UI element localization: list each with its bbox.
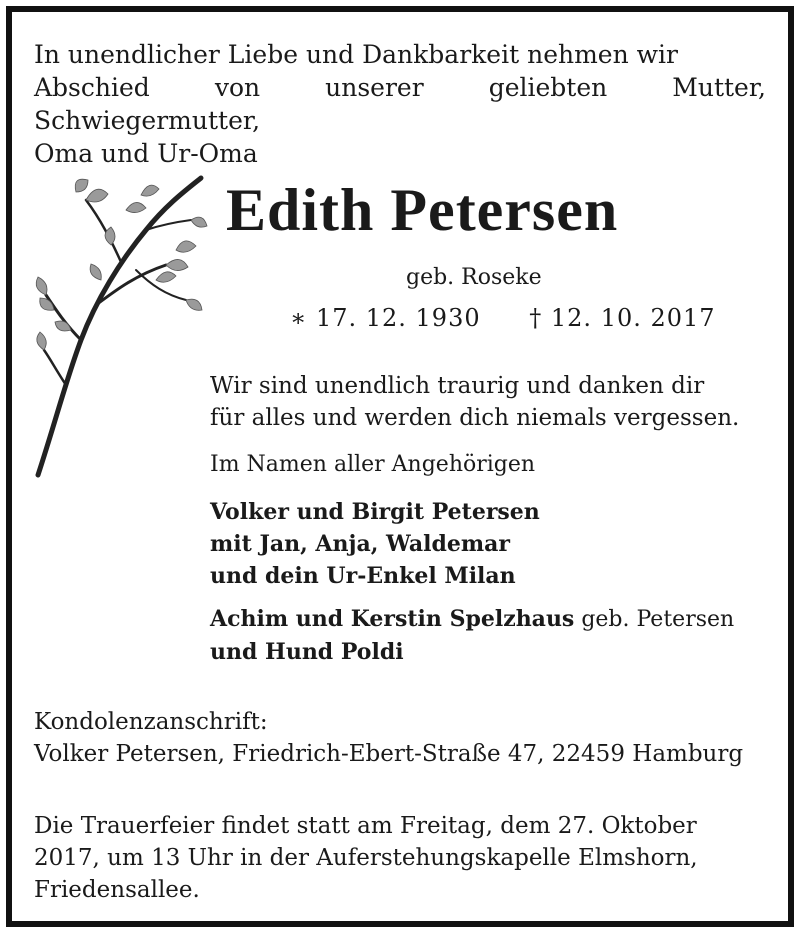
death-date: † 12. 10. 2017 (529, 304, 716, 332)
life-dates (290, 304, 716, 332)
service-line: Friedensallee. (34, 877, 200, 903)
birth-date: ∗ 17. 12. 1930 (290, 304, 481, 332)
family-group-1 (210, 496, 540, 592)
intro-line: Oma und Ur-Oma (34, 139, 258, 168)
intro-line: Abschied von unserer geliebten Mutter, Schwiegermutter, (34, 73, 766, 135)
condolence-address-line: Volker Petersen, Friedrich-Ebert-Straße 47, 22459 Hamburg (34, 741, 744, 767)
family-name: Achim und Kerstin Spelzhaus (210, 606, 575, 632)
family-suffix: geb. Petersen (574, 607, 735, 632)
deceased-name: Edith Petersen (226, 177, 619, 243)
on-behalf-line: Im Namen aller Angehörigen (210, 452, 536, 477)
condolence-address (34, 706, 743, 770)
message-line: für alles und werden dich niemals vergessen. (210, 405, 740, 431)
family-group-2 (210, 603, 734, 668)
family-line: Volker und Birgit Petersen (210, 499, 540, 525)
branch-illustration (26, 170, 216, 490)
intro-line: In unendlicher Liebe und Dankbarkeit nehmen wir (34, 40, 678, 69)
farewell-message (210, 370, 770, 434)
family-line: und dein Ur-Enkel Milan (210, 563, 516, 589)
service-info (34, 810, 766, 906)
maiden-name: geb. Roseke (406, 265, 542, 290)
service-line: Die Trauerfeier findet statt am Freitag, dem 27. Oktober (34, 813, 697, 839)
condolence-label: Kondolenzanschrift: (34, 709, 268, 735)
family-line: und Hund Poldi (210, 639, 404, 665)
intro-text (34, 38, 766, 170)
service-line: 2017, um 13 Uhr in der Auferstehungskapelle Elmshorn, (34, 845, 698, 871)
family-line (210, 603, 734, 636)
family-line: mit Jan, Anja, Waldemar (210, 531, 510, 557)
message-line: Wir sind unendlich traurig und danken dir (210, 373, 705, 399)
